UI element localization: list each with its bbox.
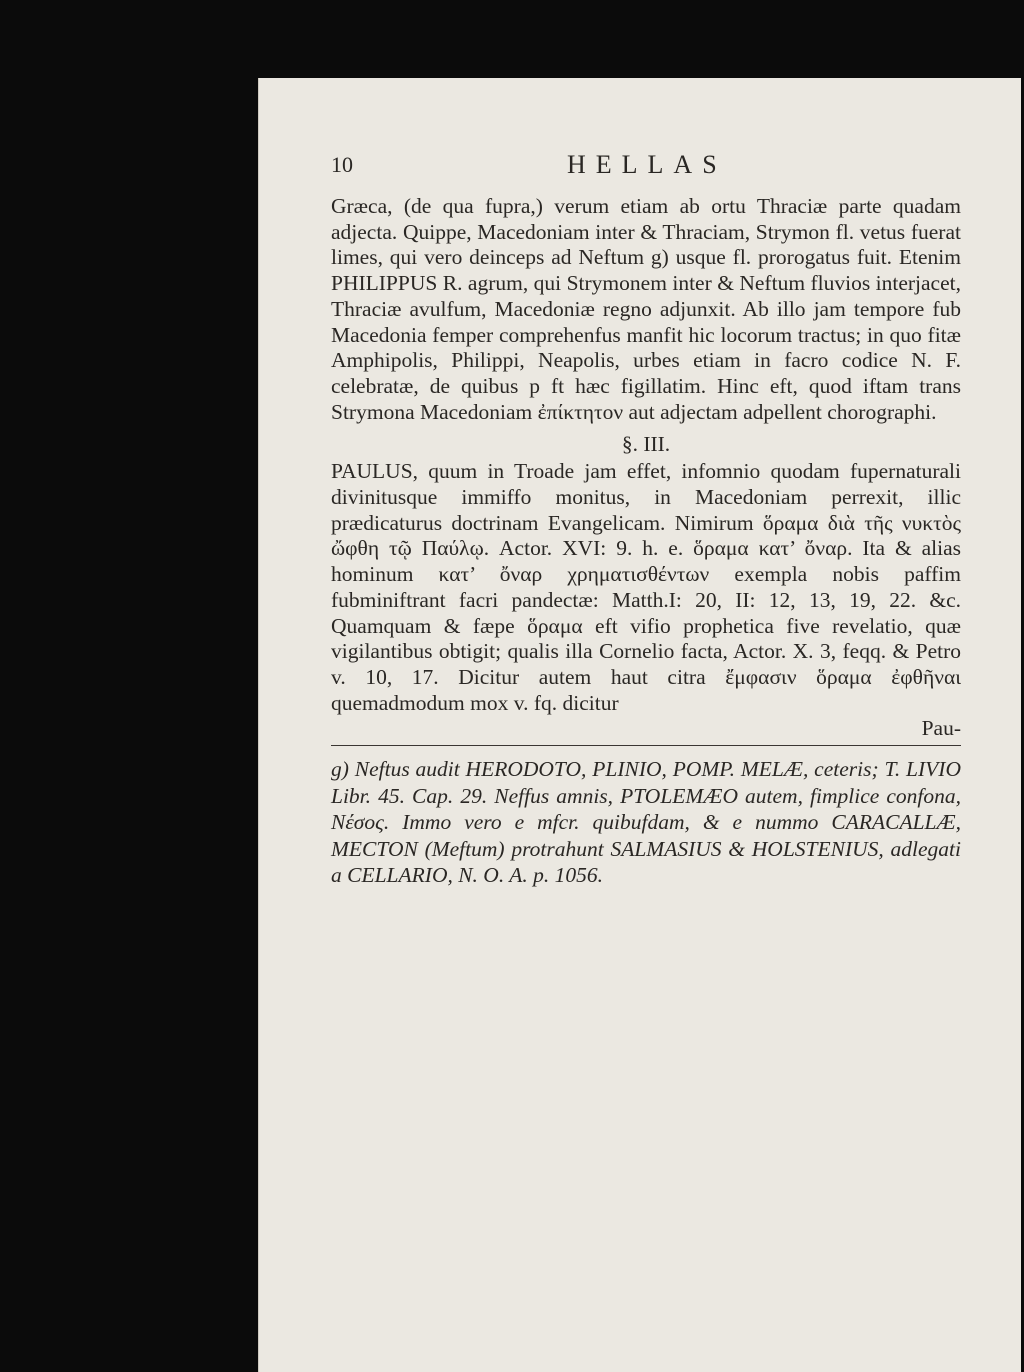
page-content: [331, 150, 961, 889]
footnote-rule: [331, 745, 961, 746]
paragraph-1: Græca, (de qua fupra,) verum etiam ab ortu Thraciæ parte quadam adjecta. Quippe, Macedoniam inter & Thraciam, Strymon fl. vetus fuerat limes, qui vero deinceps ad Neftum g) usque fl. prorogatus fuit. Etenim PHILIPPUS R. agrum, qui Strymonem inter & Neftum fluvios interjacet, Thraciæ avulfum, Macedoniæ regno adjunxit. Ab illo jam tempore fub Macedonia femper comprehenfus manfit hic locorum tractus; in quo fitæ Amphipolis, Philippi, Neapolis, urbes etiam in facro codice N. F. celebratæ, de quibus p ft hæc figillatim. Hinc eft, quod iftam trans Strymona Macedoniam ἐπίκτητον aut adjectam adpellent chorographi.: [331, 194, 961, 424]
page-number: 10: [331, 152, 353, 177]
book-page: [258, 78, 1021, 1372]
paragraph-2: PAULUS, quum in Troade jam effet, infomnio quodam fupernaturali divinitusque immiffo monitus, in Macedoniam perrexit, illic prædicaturus doctrinam Evangelicam. Nimirum ὅραμα διὰ τῆς νυκτὸς ὤφθη τῷ Παύλῳ. Actor. XVI: 9. h. e. ὅραμα κατ’ ὄναρ. Ita & alias hominum κατ’ ὄναρ χρηματισθέντων exempla nobis paffim fubminiftrant facri pandectæ: Matth.I: 20, II: 12, 13, 19, 22. &c. Quamquam & fæpe ὅραμα eft vifio prophetica five revelatio, quæ vigilantibus obtigit; qualis illa Cornelio facta, Actor. X. 3, feqq. & Petro v. 10, 17. Dicitur autem haut citra ἔμφασιν ὅραμα ἐφθῆναι quemadmodum mox v. fq. dicitur: [331, 459, 961, 715]
page-header: [331, 150, 961, 194]
main-text: [331, 194, 961, 741]
footnote: g) Neftus audit HERODOTO, PLINIO, POMP. MELÆ, ceteris; T. LIVIO Libr. 45. Cap. 29. Neffus amnis, PTOLEMÆO autem, fimplice confona, Νέσος. Immo vero e mfcr. quibufdam, & e nummo CARACALLÆ, MECTON (Meftum) protrahunt SALMASIUS & HOLSTENIUS, adlegati a CELLARIO, N. O. A. p. 1056.: [331, 757, 961, 888]
section-heading: §. III.: [621, 432, 671, 457]
catchword: Pau-: [921, 716, 961, 741]
running-title: HELLAS: [567, 150, 727, 179]
